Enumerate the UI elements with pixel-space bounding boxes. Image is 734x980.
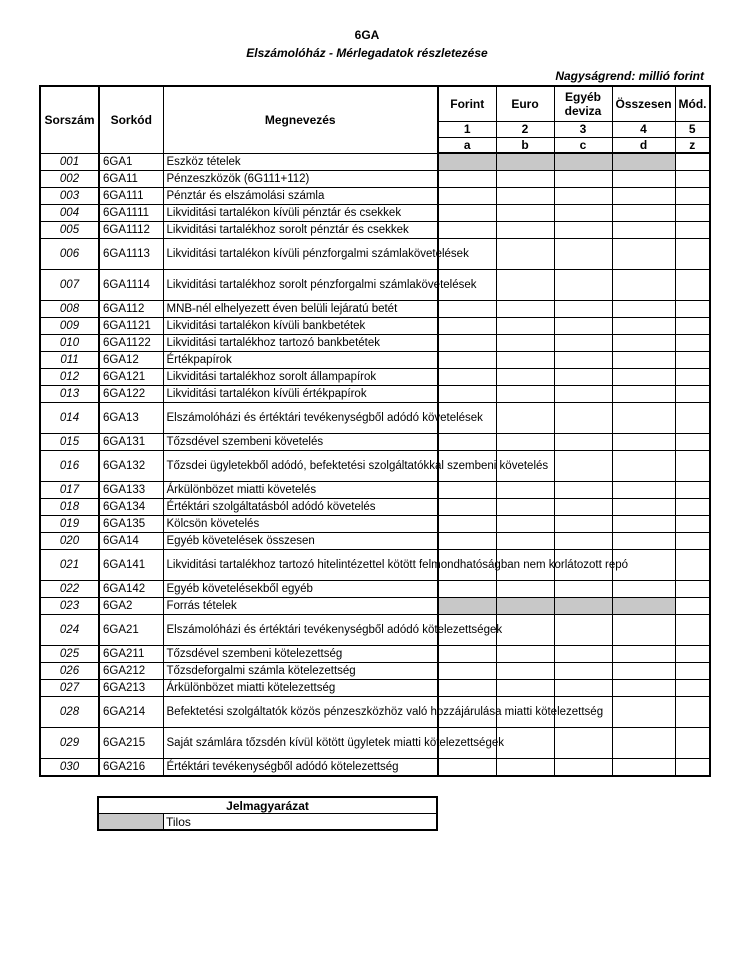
value-cell[interactable] [496, 727, 554, 758]
row-name: Befektetési szolgáltatók közös pénzeszközhöz való hozzájárulása miatti kötelezettség [163, 696, 438, 727]
value-cell[interactable] [496, 645, 554, 662]
value-cell[interactable] [554, 368, 612, 385]
table-row [40, 317, 710, 334]
value-cell[interactable] [554, 170, 612, 187]
row-name: Értéktári tevékenységből adódó kötelezettség [163, 758, 438, 776]
legend-swatch [98, 814, 164, 831]
row-name: Egyéb követelések összesen [163, 532, 438, 549]
value-cell[interactable] [675, 696, 710, 727]
value-cell[interactable] [554, 317, 612, 334]
row-number: 005 [40, 221, 99, 238]
value-cell[interactable] [496, 238, 554, 269]
row-code: 6GA1 [99, 153, 163, 170]
col-header-egyeb-deviza: Egyéb deviza [554, 86, 612, 121]
value-cell[interactable] [496, 758, 554, 776]
row-number: 001 [40, 153, 99, 170]
row-code: 6GA2 [99, 597, 163, 614]
row-name: Egyéb követelésekből egyéb [163, 580, 438, 597]
row-number: 028 [40, 696, 99, 727]
value-cell[interactable] [554, 679, 612, 696]
value-cell[interactable] [438, 317, 496, 334]
value-cell[interactable] [675, 433, 710, 450]
value-cell[interactable] [675, 662, 710, 679]
row-code: 6GA1114 [99, 269, 163, 300]
value-cell[interactable] [612, 679, 675, 696]
table-row [40, 221, 710, 238]
value-cell[interactable] [496, 300, 554, 317]
table-row [40, 238, 710, 269]
value-cell[interactable] [496, 170, 554, 187]
value-cell[interactable] [675, 402, 710, 433]
value-cell[interactable] [496, 402, 554, 433]
row-number: 020 [40, 532, 99, 549]
unit-note: Nagyságrend: millió forint [555, 69, 704, 83]
value-cell[interactable] [554, 334, 612, 351]
row-code: 6GA133 [99, 481, 163, 498]
table-body [40, 153, 710, 776]
row-name: Pénztár és elszámolási számla [163, 187, 438, 204]
value-cell[interactable] [496, 351, 554, 368]
value-cell[interactable] [675, 450, 710, 481]
value-cell[interactable] [438, 433, 496, 450]
row-number: 002 [40, 170, 99, 187]
value-cell[interactable] [612, 696, 675, 727]
table-row [40, 351, 710, 368]
row-name: Értékpapírok [163, 351, 438, 368]
row-number: 025 [40, 645, 99, 662]
value-cell[interactable] [496, 614, 554, 645]
value-cell[interactable] [438, 679, 496, 696]
value-cell[interactable] [612, 368, 675, 385]
value-cell[interactable] [438, 368, 496, 385]
value-cell[interactable] [612, 170, 675, 187]
value-cell[interactable] [496, 221, 554, 238]
forbidden-cell [612, 153, 675, 170]
value-cell[interactable] [438, 580, 496, 597]
row-code: 6GA1111 [99, 204, 163, 221]
value-cell[interactable] [496, 187, 554, 204]
row-code: 6GA1112 [99, 221, 163, 238]
value-cell[interactable] [675, 204, 710, 221]
value-cell[interactable] [554, 498, 612, 515]
value-cell[interactable] [554, 300, 612, 317]
value-cell[interactable] [675, 238, 710, 269]
value-cell[interactable] [675, 317, 710, 334]
row-name: Árkülönbözet miatti kötelezettség [163, 679, 438, 696]
value-cell[interactable] [675, 645, 710, 662]
row-number: 014 [40, 402, 99, 433]
col-letter: a [438, 137, 496, 153]
row-name: Elszámolóházi és értéktári tevékenységből adódó követelések [163, 402, 438, 433]
table-row [40, 433, 710, 450]
value-cell[interactable] [554, 450, 612, 481]
value-cell[interactable] [496, 433, 554, 450]
value-cell[interactable] [675, 481, 710, 498]
row-code: 6GA12 [99, 351, 163, 368]
value-cell[interactable] [612, 204, 675, 221]
row-number: 006 [40, 238, 99, 269]
col-number: 4 [612, 121, 675, 137]
value-cell[interactable] [496, 532, 554, 549]
row-name: Likviditási tartalékon kívüli értékpapírok [163, 385, 438, 402]
value-cell[interactable] [675, 614, 710, 645]
value-cell[interactable] [612, 727, 675, 758]
row-name: Likviditási tartalékhoz tartozó bankbetétek [163, 334, 438, 351]
col-header-megnevezes: Megnevezés [163, 86, 438, 153]
forbidden-cell [438, 153, 496, 170]
value-cell[interactable] [554, 532, 612, 549]
value-cell[interactable] [612, 450, 675, 481]
row-name: Elszámolóházi és értéktári tevékenységből adódó kötelezettségek [163, 614, 438, 645]
value-cell[interactable] [675, 580, 710, 597]
value-cell[interactable] [438, 515, 496, 532]
table-row [40, 481, 710, 498]
row-code: 6GA211 [99, 645, 163, 662]
row-name: MNB-nél elhelyezett éven belüli lejáratú betét [163, 300, 438, 317]
forbidden-cell [496, 153, 554, 170]
value-cell[interactable] [612, 269, 675, 300]
value-cell[interactable] [612, 238, 675, 269]
row-code: 6GA134 [99, 498, 163, 515]
value-cell[interactable] [675, 597, 710, 614]
value-cell[interactable] [675, 269, 710, 300]
row-code: 6GA122 [99, 385, 163, 402]
value-cell[interactable] [438, 662, 496, 679]
table-row [40, 515, 710, 532]
value-cell[interactable] [675, 549, 710, 580]
legend-title: Jelmagyarázat [98, 797, 437, 814]
row-name: Likviditási tartalékhoz sorolt pénzforgalmi számlakövetelések [163, 269, 438, 300]
col-letter: d [612, 137, 675, 153]
row-code: 6GA11 [99, 170, 163, 187]
value-cell[interactable] [612, 334, 675, 351]
row-name: Likviditási tartalékon kívüli bankbetétek [163, 317, 438, 334]
value-cell[interactable] [612, 498, 675, 515]
value-cell[interactable] [675, 153, 710, 170]
table-row [40, 727, 710, 758]
row-number: 015 [40, 433, 99, 450]
row-code: 6GA121 [99, 368, 163, 385]
row-number: 019 [40, 515, 99, 532]
value-cell[interactable] [438, 481, 496, 498]
table-row [40, 187, 710, 204]
value-cell[interactable] [612, 385, 675, 402]
row-name: Likviditási tartalékhoz tartozó hitelintézettel kötött felmondhatóságban nem korlátozott repó [163, 549, 438, 580]
row-number: 024 [40, 614, 99, 645]
row-name: Pénzeszközök (6G111+112) [163, 170, 438, 187]
row-name: Eszköz tételek [163, 153, 438, 170]
table-row [40, 597, 710, 614]
col-header-osszesen: Összesen [612, 86, 675, 121]
row-name: Tőzsdeforgalmi számla kötelezettség [163, 662, 438, 679]
table-row [40, 758, 710, 776]
forbidden-cell [612, 597, 675, 614]
row-code: 6GA112 [99, 300, 163, 317]
value-cell[interactable] [554, 269, 612, 300]
col-letter: z [675, 137, 710, 153]
row-number: 029 [40, 727, 99, 758]
value-cell[interactable] [496, 317, 554, 334]
value-cell[interactable] [554, 614, 612, 645]
row-name: Saját számlára tőzsdén kívül kötött ügyletek miatti kötelezettségek [163, 727, 438, 758]
value-cell[interactable] [438, 498, 496, 515]
value-cell[interactable] [554, 481, 612, 498]
balance-table [39, 85, 711, 777]
row-name: Likviditási tartalékhoz sorolt pénztár és csekkek [163, 221, 438, 238]
value-cell[interactable] [675, 532, 710, 549]
row-number: 007 [40, 269, 99, 300]
value-cell[interactable] [554, 433, 612, 450]
row-code: 6GA14 [99, 532, 163, 549]
value-cell[interactable] [438, 532, 496, 549]
value-cell[interactable] [675, 300, 710, 317]
table-row [40, 532, 710, 549]
row-name: Értéktári szolgáltatásból adódó követelés [163, 498, 438, 515]
value-cell[interactable] [438, 758, 496, 776]
table-row [40, 269, 710, 300]
row-code: 6GA214 [99, 696, 163, 727]
value-cell[interactable] [554, 351, 612, 368]
value-cell[interactable] [675, 727, 710, 758]
value-cell[interactable] [438, 170, 496, 187]
value-cell[interactable] [612, 515, 675, 532]
row-name: Likviditási tartalékon kívüli pénzforgalmi számlakövetelések [163, 238, 438, 269]
row-name: Likviditási tartalékhoz sorolt állampapírok [163, 368, 438, 385]
value-cell[interactable] [554, 580, 612, 597]
col-header-euro: Euro [496, 86, 554, 121]
col-number: 3 [554, 121, 612, 137]
value-cell[interactable] [612, 532, 675, 549]
value-cell[interactable] [496, 679, 554, 696]
row-number: 011 [40, 351, 99, 368]
table-row [40, 450, 710, 481]
value-cell[interactable] [438, 300, 496, 317]
value-cell[interactable] [438, 645, 496, 662]
value-cell[interactable] [554, 727, 612, 758]
value-cell[interactable] [554, 645, 612, 662]
value-cell[interactable] [554, 187, 612, 204]
value-cell[interactable] [496, 481, 554, 498]
table-row [40, 614, 710, 645]
row-code: 6GA131 [99, 433, 163, 450]
col-header-sorszam: Sorszám [40, 86, 99, 153]
value-cell[interactable] [438, 221, 496, 238]
value-cell[interactable] [496, 498, 554, 515]
row-code: 6GA141 [99, 549, 163, 580]
table-row [40, 662, 710, 679]
row-number: 023 [40, 597, 99, 614]
value-cell[interactable] [496, 368, 554, 385]
table-header [40, 86, 710, 153]
table-row [40, 696, 710, 727]
table-row [40, 580, 710, 597]
table-row [40, 153, 710, 170]
row-code: 6GA132 [99, 450, 163, 481]
value-cell[interactable] [675, 351, 710, 368]
row-code: 6GA1121 [99, 317, 163, 334]
table-row [40, 368, 710, 385]
value-cell[interactable] [554, 662, 612, 679]
value-cell[interactable] [438, 385, 496, 402]
value-cell[interactable] [554, 402, 612, 433]
table-row [40, 300, 710, 317]
row-number: 026 [40, 662, 99, 679]
value-cell[interactable] [675, 221, 710, 238]
value-cell[interactable] [675, 679, 710, 696]
value-cell[interactable] [612, 351, 675, 368]
value-cell[interactable] [496, 662, 554, 679]
value-cell[interactable] [675, 334, 710, 351]
value-cell[interactable] [612, 300, 675, 317]
value-cell[interactable] [612, 580, 675, 597]
row-number: 010 [40, 334, 99, 351]
value-cell[interactable] [496, 385, 554, 402]
value-cell[interactable] [438, 351, 496, 368]
row-number: 021 [40, 549, 99, 580]
value-cell[interactable] [612, 481, 675, 498]
value-cell[interactable] [675, 170, 710, 187]
table-row [40, 385, 710, 402]
row-number: 018 [40, 498, 99, 515]
value-cell[interactable] [554, 758, 612, 776]
row-number: 009 [40, 317, 99, 334]
value-cell[interactable] [438, 204, 496, 221]
legend [97, 796, 438, 831]
row-name: Forrás tételek [163, 597, 438, 614]
value-cell[interactable] [675, 368, 710, 385]
form-code: 6GA [354, 28, 380, 42]
row-code: 6GA142 [99, 580, 163, 597]
col-letter: b [496, 137, 554, 153]
row-number: 027 [40, 679, 99, 696]
value-cell[interactable] [496, 515, 554, 532]
value-cell[interactable] [675, 515, 710, 532]
value-cell[interactable] [554, 385, 612, 402]
row-code: 6GA21 [99, 614, 163, 645]
row-code: 6GA215 [99, 727, 163, 758]
row-number: 017 [40, 481, 99, 498]
table-row [40, 498, 710, 515]
value-cell[interactable] [675, 498, 710, 515]
col-number: 2 [496, 121, 554, 137]
value-cell[interactable] [612, 645, 675, 662]
legend-label: Tilos [164, 814, 438, 831]
row-code: 6GA135 [99, 515, 163, 532]
value-cell[interactable] [496, 580, 554, 597]
row-number: 016 [40, 450, 99, 481]
col-header-forint: Forint [438, 86, 496, 121]
table-row [40, 549, 710, 580]
col-number: 5 [675, 121, 710, 137]
value-cell[interactable] [612, 187, 675, 204]
row-number: 003 [40, 187, 99, 204]
row-number: 022 [40, 580, 99, 597]
row-number: 008 [40, 300, 99, 317]
row-name: Árkülönbözet miatti követelés [163, 481, 438, 498]
value-cell[interactable] [438, 334, 496, 351]
row-number: 030 [40, 758, 99, 776]
value-cell[interactable] [554, 238, 612, 269]
col-number: 1 [438, 121, 496, 137]
value-cell[interactable] [612, 317, 675, 334]
value-cell[interactable] [438, 187, 496, 204]
row-code: 6GA1122 [99, 334, 163, 351]
forbidden-cell [496, 597, 554, 614]
value-cell[interactable] [612, 758, 675, 776]
value-cell[interactable] [675, 187, 710, 204]
col-header-mod: Mód. [675, 86, 710, 121]
row-number: 012 [40, 368, 99, 385]
row-code: 6GA212 [99, 662, 163, 679]
table-row [40, 679, 710, 696]
form-title: Elszámolóház - Mérlegadatok részletezése [246, 46, 488, 60]
row-name: Tőzsdével szembeni kötelezettség [163, 645, 438, 662]
table-row [40, 402, 710, 433]
table-row [40, 204, 710, 221]
row-name: Tőzsdei ügyletekből adódó, befektetési szolgáltatókkal szembeni követelés [163, 450, 438, 481]
row-code: 6GA213 [99, 679, 163, 696]
col-header-sorkod: Sorkód [99, 86, 163, 153]
value-cell[interactable] [554, 221, 612, 238]
forbidden-cell [438, 597, 496, 614]
col-letter: c [554, 137, 612, 153]
table-row [40, 334, 710, 351]
table-row [40, 170, 710, 187]
row-code: 6GA111 [99, 187, 163, 204]
row-name: Likviditási tartalékon kívüli pénztár és csekkek [163, 204, 438, 221]
value-cell[interactable] [496, 204, 554, 221]
value-cell[interactable] [612, 662, 675, 679]
value-cell[interactable] [496, 334, 554, 351]
row-code: 6GA1113 [99, 238, 163, 269]
value-cell[interactable] [554, 204, 612, 221]
value-cell[interactable] [612, 433, 675, 450]
row-code: 6GA216 [99, 758, 163, 776]
row-number: 013 [40, 385, 99, 402]
forbidden-cell [554, 597, 612, 614]
value-cell[interactable] [675, 385, 710, 402]
value-cell[interactable] [554, 515, 612, 532]
row-name: Kölcsön követelés [163, 515, 438, 532]
value-cell[interactable] [612, 402, 675, 433]
value-cell[interactable] [612, 614, 675, 645]
row-code: 6GA13 [99, 402, 163, 433]
value-cell[interactable] [496, 269, 554, 300]
forbidden-cell [554, 153, 612, 170]
value-cell[interactable] [612, 221, 675, 238]
value-cell[interactable] [675, 758, 710, 776]
table-row [40, 645, 710, 662]
row-number: 004 [40, 204, 99, 221]
row-name: Tőzsdével szembeni követelés [163, 433, 438, 450]
